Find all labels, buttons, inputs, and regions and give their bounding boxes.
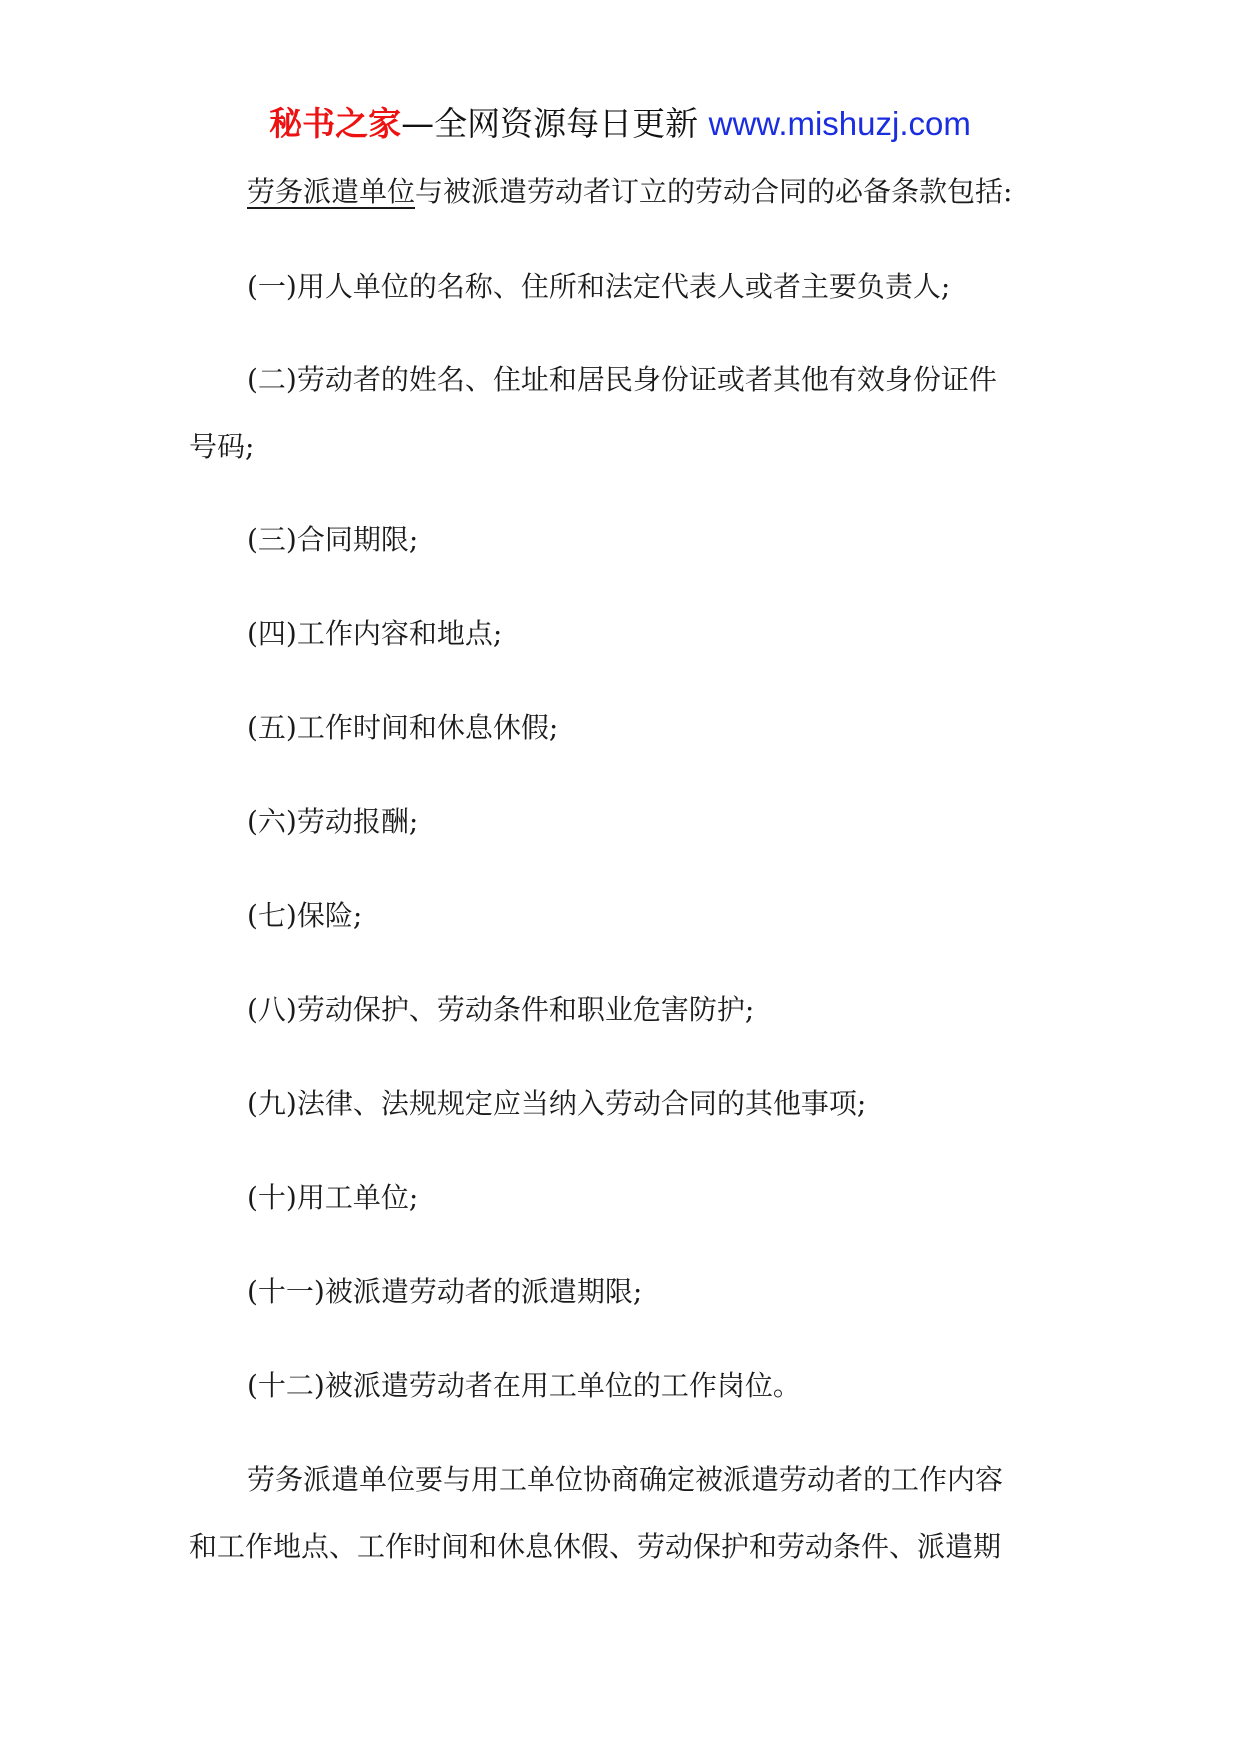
clause-11: (十一)被派遣劳动者的派遣期限; [247, 1275, 643, 1308]
clause-2: (二)劳动者的姓名、住址和居民身份证或者其他有效身份证件 [247, 363, 997, 396]
clause-9: (九)法律、法规规定应当纳入劳动合同的其他事项; [247, 1087, 867, 1120]
intro-text: 与被派遣劳动者订立的劳动合同的必备条款包括: [415, 175, 1013, 208]
closing-paragraph-line-2: 和工作地点、工作时间和休息休假、劳动保护和劳动条件、派遣期 [189, 1530, 1002, 1563]
clause-8: (八)劳动保护、劳动条件和职业危害防护; [247, 993, 755, 1026]
clause-6: (六)劳动报酬; [247, 805, 419, 838]
clause-12: (十二)被派遣劳动者在用工单位的工作岗位。 [247, 1369, 801, 1402]
intro-underlined-term: 劳务派遣单位 [247, 175, 416, 208]
closing-paragraph-line-1: 劳务派遣单位要与用工单位协商确定被派遣劳动者的工作内容 [247, 1463, 1004, 1496]
clause-7: (七)保险; [247, 899, 363, 932]
clause-1: (一)用人单位的名称、住所和法定代表人或者主要负责人; [247, 270, 951, 303]
clause-2-continued: 号码; [189, 430, 255, 463]
clause-5: (五)工作时间和休息休假; [247, 711, 559, 744]
intro-paragraph [247, 172, 1012, 212]
site-brand: 秘书之家 [269, 104, 402, 143]
clause-10: (十)用工单位; [247, 1181, 419, 1214]
clause-4: (四)工作内容和地点; [247, 617, 503, 650]
site-banner [0, 100, 1240, 148]
site-url-link[interactable]: www.mishuzj.com [708, 105, 971, 142]
clause-3: (三)合同期限; [247, 523, 419, 556]
site-slogan: —全网资源每日更新 [401, 104, 699, 143]
